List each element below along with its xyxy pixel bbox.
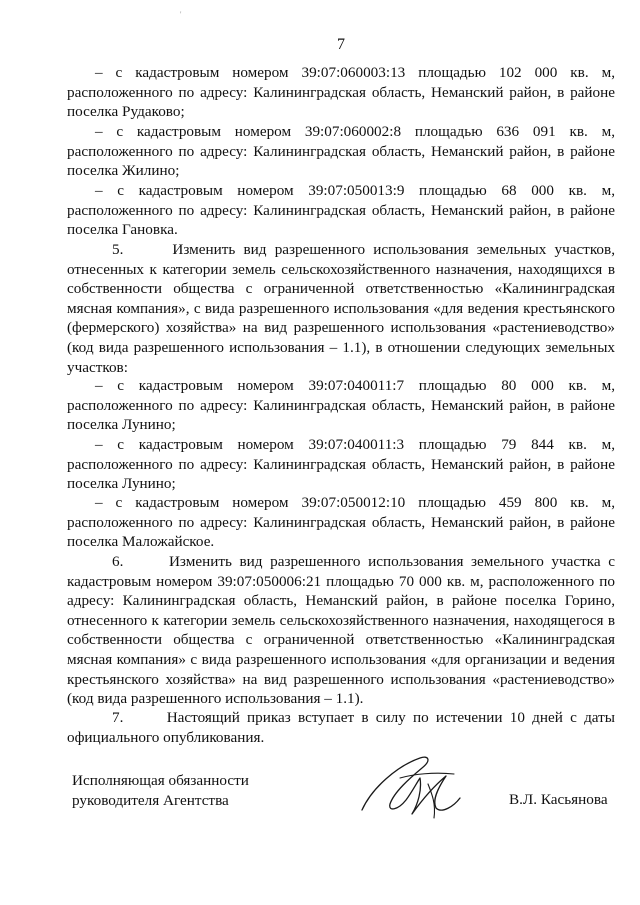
signatory-title-line: руководителя Агентства: [72, 791, 229, 809]
list-item: [67, 376, 615, 435]
list-dash: – с: [95, 377, 125, 394]
page-number: 7: [337, 36, 345, 53]
list-dash: – с: [95, 123, 124, 140]
signatory-title-line: Исполняющая обязанности: [72, 772, 249, 789]
clause-text: Изменить вид разрешенного использования земельных участков, отнесенных к категории земель сельскохозяйственного назначения, находящихся в собственности общества с ограниченной ответственностью «Калининградская мясная компания», с вида разрешенного использования «для ведения крестьянского (фермерского) хозяйства» на вид разрешенного использования «растениеводство» (код вида разрешенного использования – 1.1), в отношении следующих земельных участков:: [67, 241, 615, 376]
list-dash: – с: [95, 436, 125, 453]
list-item: [67, 435, 615, 494]
clause-7: [67, 708, 615, 747]
scan-mark: ': [180, 10, 182, 19]
list-item: [67, 63, 615, 122]
clause-number: 6.: [112, 553, 124, 570]
list-item: [67, 493, 615, 552]
list-item-text: кадастровым номером 39:07:050012:10 площадью 459 800 кв. м, расположенного по адресу: Калининградская область, Неманский район, в районе поселка Маложайское.: [67, 494, 615, 551]
clause-number: 5.: [112, 241, 124, 258]
list-item-text: кадастровым номером 39:07:040011:7 площадью 80 000 кв. м, расположенного по адресу: Калининградская область, Неманский район, в районе поселка Лунино;: [67, 377, 615, 434]
list-item-text: кадастровым номером 39:07:050013:9 площадью 68 000 кв. м, расположенного по адресу: Калининградская область, Неманский район, в районе поселка Гановка.: [67, 182, 615, 239]
list-dash: – с: [95, 494, 123, 511]
signatory-name: В.Л. Касьянова: [509, 791, 608, 808]
signatory-title: [72, 771, 249, 810]
clause-text: Настоящий приказ вступает в силу по истечении 10 дней с даты официального опубликования.: [67, 709, 615, 746]
list-dash: – с: [95, 64, 123, 81]
list-item-text: кадастровым номером 39:07:040011:3 площадью 79 844 кв. м, расположенного по адресу: Калининградская область, Неманский район, в районе поселка Лунино;: [67, 436, 615, 493]
clause-number: 7.: [112, 709, 124, 726]
list-dash: – с: [95, 182, 124, 199]
list-item: [67, 122, 615, 181]
clause-6: [67, 552, 615, 709]
list-item: [67, 181, 615, 240]
list-item-text: кадастровым номером 39:07:060002:8 площадью 636 091 кв. м, расположенного по адресу: Калининградская область, Неманский район, в районе поселка Жилино;: [67, 123, 615, 180]
clause-text: Изменить вид разрешенного использования земельного участка с кадастровым номером 39:07:050006:21 площадью 70 000 кв. м, расположенного по адресу: Калининградская область, Неманский район, в районе поселка Горино, отнесенного к категории земель сельскохозяйственного назначения, находящегося в собственности общества с ограниченной ответственностью «Калининградская мясная компания» с вида разрешенного использования «для организации и ведения крестьянского хозяйства» на вид разрешенного использования «растениеводство» (код вида разрешенного использования – 1.1).: [67, 553, 615, 708]
clause-5: [67, 240, 615, 377]
handwritten-signature: [342, 748, 482, 828]
list-item-text: кадастровым номером 39:07:060003:13 площадью 102 000 кв. м, расположенного по адресу: Калининградская область, Неманский район, в районе поселка Рудаково;: [67, 64, 615, 121]
